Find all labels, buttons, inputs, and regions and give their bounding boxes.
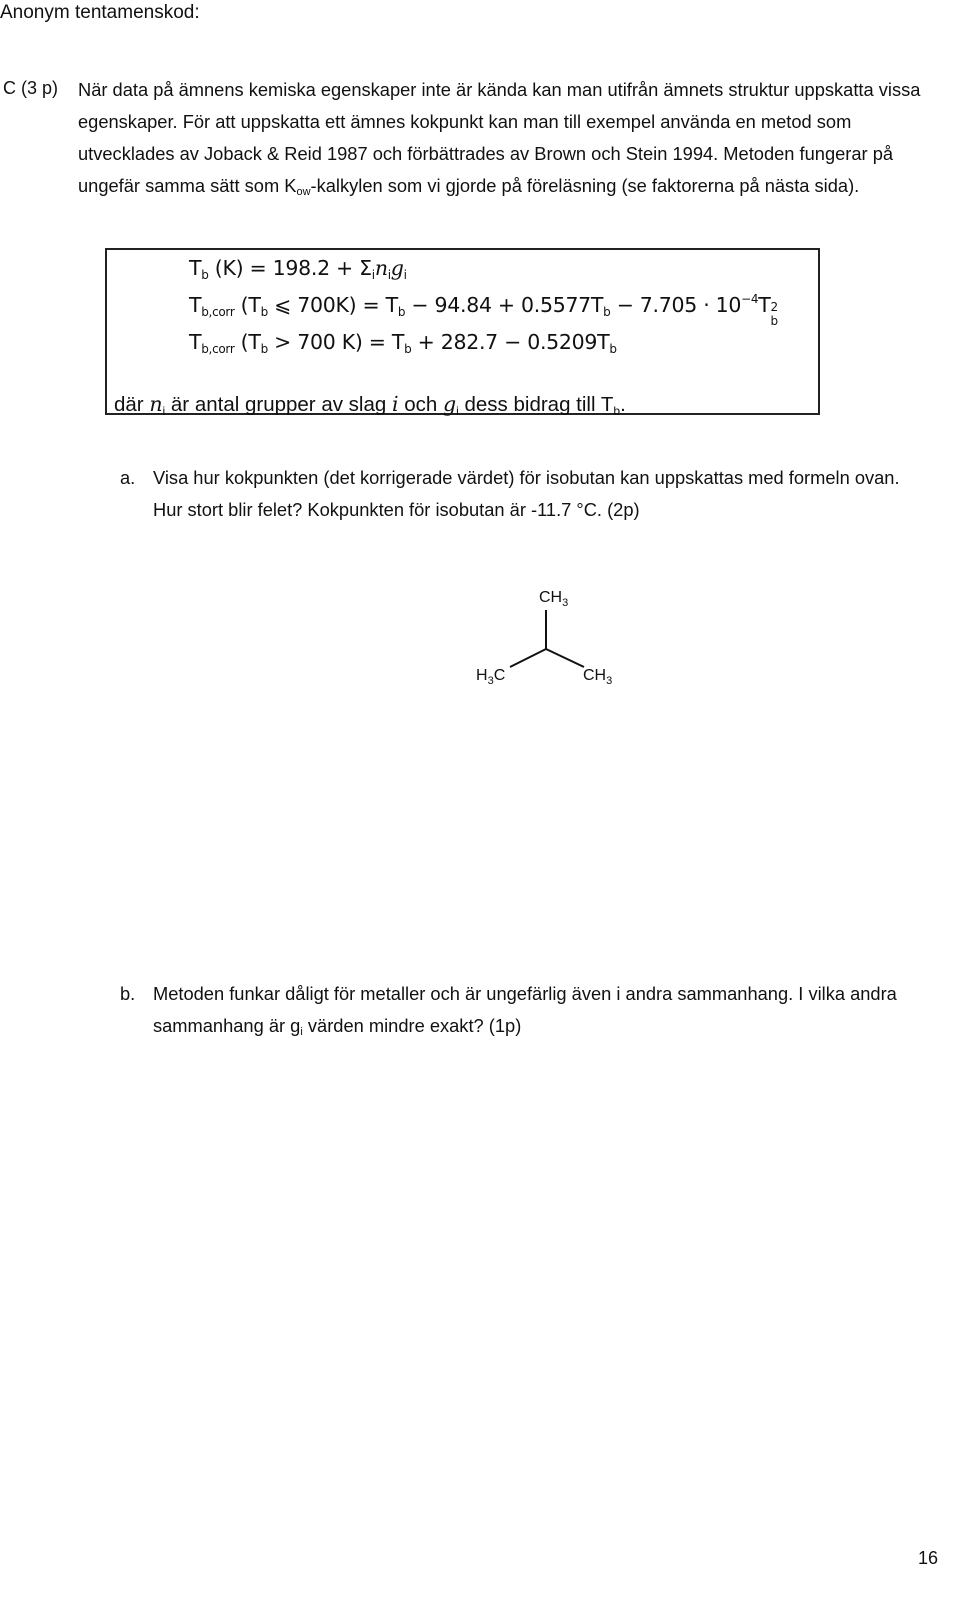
part-b-letter: b.: [120, 983, 136, 1004]
intro-sub: ow: [296, 186, 311, 198]
intro-text-1: När data på ämnens kemiska egenskaper inte är kända kan man utifrån ämnets struktur uppskatta vissa egenskaper. För att uppskatta ett ämnes kokpunkt kan man till exempel använda en metod som utvecklades av Joback & Reid 1987 och förbättrades av Brown och Stein 1994. Metoden fungerar på ungefär samma sätt som K: [78, 79, 921, 196]
page-header: Anonym tentamenskod:: [0, 2, 200, 23]
page-number: 16: [917, 1548, 938, 1568]
formula-line-1: $T_b$ $(K) = 198.2 + \Sigma_in_ig_i$: [189, 256, 407, 282]
formula-line-3: $T_{b,corr}$ ($T_b > 700$ $K) = T_b + 282.7 - 0.5209T_b$: [189, 330, 617, 356]
formula-note: där $n_i$ är antal grupper av slag i och $g_i$ dess bidrag till $T_b$.: [114, 392, 626, 418]
intro-text-2: -kalkylen som vi gjorde på föreläsning (se faktorerna på nästa sida).: [310, 175, 860, 196]
question-intro: [78, 74, 938, 208]
part-a: [120, 462, 920, 532]
part-b-text: Metoden funkar dåligt för metaller och är ungefärlig även i andra sammanhang. I vilka andra sammanhang är $g_i$ värden mindre exakt? (1p): [153, 983, 897, 1038]
methyl-right-label: $CH_3$: [583, 667, 613, 688]
part-a-letter: a.: [120, 467, 136, 488]
formula-box: [105, 248, 820, 418]
methyl-left-label: $H_3C$: [476, 667, 506, 688]
question-label: C (3 p): [3, 78, 59, 98]
formula-line-2: $T_{b,corr}$ ($T_b$ ⩽ $700K) = T_b - 94.84 + 0.5577T_b - 7.705 \cdot 10^{-4}T$ 2 b: [189, 292, 778, 328]
part-b: [120, 978, 920, 1048]
isobutane-structure: [470, 585, 640, 695]
part-a-text: Visa hur kokpunkten (det korrigerade värdet) för isobutan kan uppskattas med formeln ovan. Hur stort blir felet? Kokpunkten för isobutan är -11.7 °C. (2p): [153, 467, 900, 520]
methyl-top-label: $CH_3$: [539, 589, 569, 610]
